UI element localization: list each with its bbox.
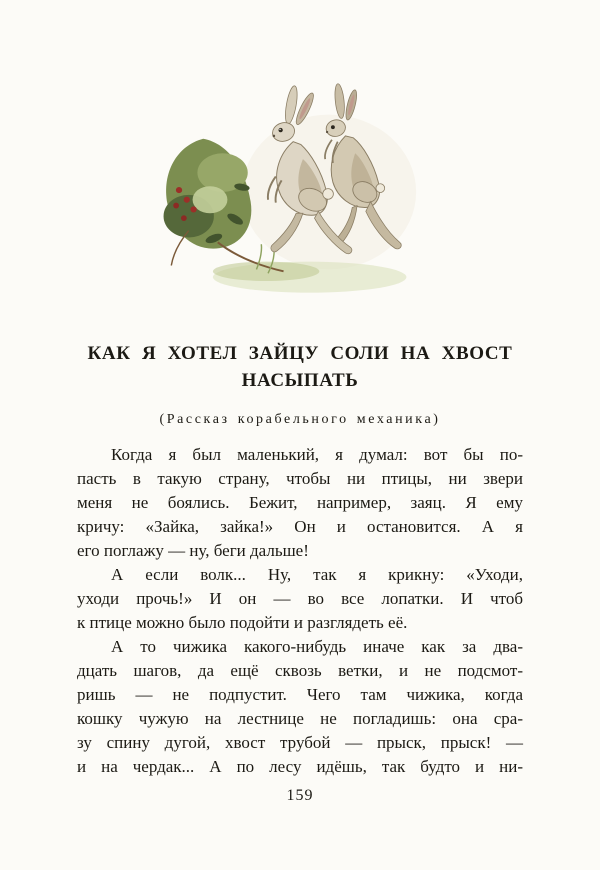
- body-line: зу спину дугой, хвост трубой — прыск, прыск! —: [77, 733, 523, 752]
- story-title: [77, 340, 523, 394]
- ground-wash-dark: [213, 262, 319, 281]
- body-line: А то чижика какого-нибудь иначе как за два-: [111, 637, 523, 656]
- story-subtitle: (Рассказ корабельного механика): [159, 412, 441, 427]
- body-line: его поглажу — ну, беги дальше!: [77, 541, 309, 560]
- two-hares-drawing: [150, 72, 450, 312]
- body-line: меня не боялись. Бежит, например, заяц. Я ему: [77, 493, 523, 512]
- body-line: ришь — не подпустит. Чего там чижика, когда: [77, 685, 523, 704]
- body-line: кричу: «Зайка, зайка!» Он и остановится. А я: [77, 517, 523, 536]
- body-line: А если волк... Ну, так я крикну: «Уходи,: [111, 565, 523, 584]
- story-body: [77, 443, 523, 779]
- body-line: пасть в такую страну, чтобы ни птицы, ни звери: [77, 469, 523, 488]
- body-line: Когда я был маленький, я думал: вот бы по-: [111, 445, 523, 464]
- body-line: кошку чужую на лестнице не погладишь: она сра-: [77, 709, 523, 728]
- body-line: и на чердак... А по лесу идёшь, так будто и ни-: [77, 757, 523, 776]
- page-number: 159: [286, 787, 314, 804]
- story-title-line-2: НАСЫПАТЬ: [241, 370, 359, 391]
- body-line: дцать шагов, да ещё сквозь ветки, и не подсмот-: [77, 661, 523, 680]
- hares-illustration: [150, 72, 450, 312]
- body-line: к птице можно было подойти и разглядеть её.: [77, 613, 408, 632]
- body-line: уходи прочь!» И он — во все лопатки. И чтоб: [77, 589, 523, 608]
- story-title-line-1: КАК Я ХОТЕЛ ЗАЙЦУ СОЛИ НА ХВОСТ: [87, 343, 513, 364]
